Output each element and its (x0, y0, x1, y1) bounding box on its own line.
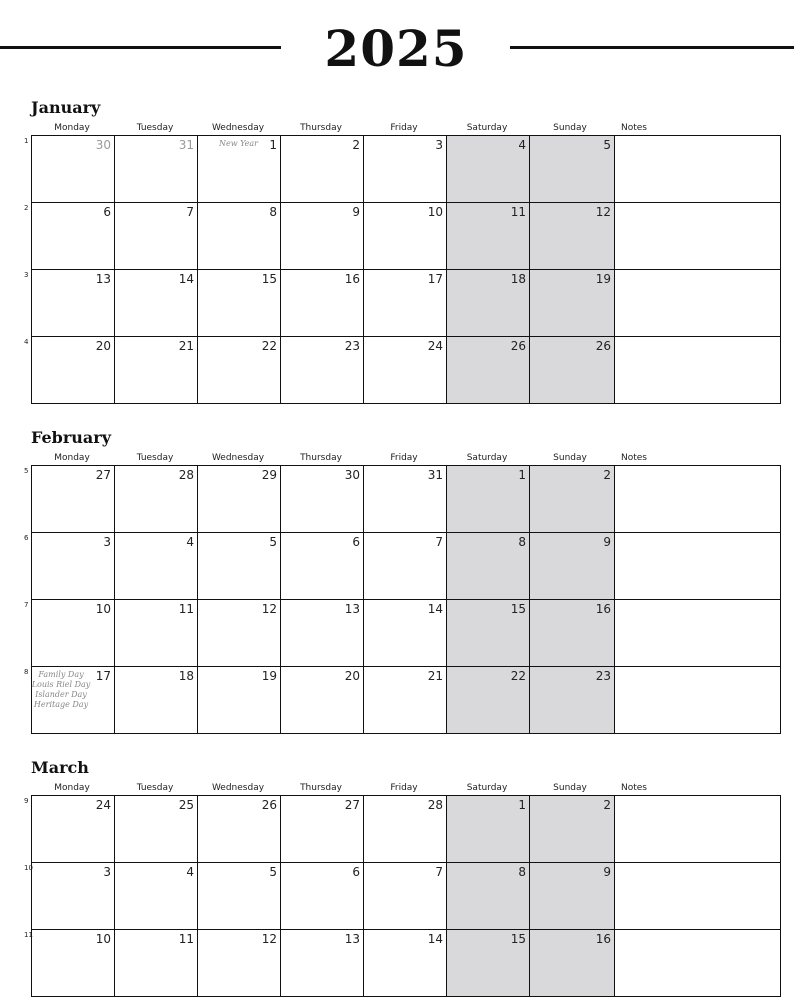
day-cell[interactable] (115, 466, 198, 533)
weekday-header: Friday (390, 783, 418, 793)
day-number: 12 (261, 602, 277, 616)
weekday-header: Wednesday (211, 453, 265, 463)
day-cell[interactable] (530, 337, 615, 404)
day-number: 16 (595, 932, 611, 946)
day-cell[interactable] (530, 466, 615, 533)
day-cell[interactable] (364, 533, 447, 600)
day-number: 3 (103, 865, 111, 879)
notes-cell[interactable] (615, 203, 781, 270)
day-number: 4 (186, 865, 194, 879)
weekday-header: Monday (54, 123, 90, 133)
day-cell[interactable] (447, 667, 530, 734)
weekday-header: Friday (390, 123, 418, 133)
day-number: 6 (352, 865, 360, 879)
weekday-header: Wednesday (211, 123, 265, 133)
year-rule-right (510, 46, 794, 49)
day-number: 7 (435, 535, 443, 549)
day-number: 13 (95, 272, 111, 286)
day-cell[interactable] (530, 796, 615, 863)
day-number: 16 (595, 602, 611, 616)
day-cell[interactable] (115, 600, 198, 667)
notes-cell[interactable] (615, 466, 781, 533)
notes-cell[interactable] (615, 270, 781, 337)
weekday-header: Notes (621, 783, 647, 793)
notes-cell[interactable] (615, 796, 781, 863)
day-number: 30 (344, 468, 360, 482)
day-number: 31 (427, 468, 443, 482)
day-cell[interactable] (115, 203, 198, 270)
day-cell[interactable] (115, 930, 198, 997)
notes-cell[interactable] (615, 600, 781, 667)
day-number: 4 (518, 138, 526, 152)
day-cell[interactable] (530, 863, 615, 930)
holiday-label: Family Day Louis Riel Day Islander Day Heritage Day (31, 670, 91, 709)
day-number: 19 (595, 272, 611, 286)
day-number: 28 (178, 468, 194, 482)
day-number: 25 (178, 798, 194, 812)
day-number: 2 (352, 138, 360, 152)
weekday-header: Tuesday (136, 123, 174, 133)
day-number: 4 (186, 535, 194, 549)
month-grid (24, 795, 781, 997)
day-number: 23 (344, 339, 360, 353)
day-cell[interactable] (24, 863, 115, 930)
day-cell[interactable] (198, 667, 281, 734)
day-cell[interactable] (281, 600, 364, 667)
day-cell[interactable] (447, 600, 530, 667)
day-number: 23 (595, 669, 611, 683)
weekday-header: Friday (390, 453, 418, 463)
day-number: 1 (269, 138, 277, 152)
day-cell[interactable] (447, 466, 530, 533)
day-number: 10 (427, 205, 443, 219)
day-number: 6 (352, 535, 360, 549)
month-title: February (31, 428, 112, 447)
day-cell[interactable] (115, 533, 198, 600)
week-number: 1 (24, 137, 29, 145)
day-number: 19 (261, 669, 277, 683)
day-number: 6 (103, 205, 111, 219)
day-cell[interactable] (447, 203, 530, 270)
week-number: 6 (24, 534, 29, 542)
notes-cell[interactable] (615, 337, 781, 404)
day-number: 21 (178, 339, 194, 353)
notes-cell[interactable] (615, 533, 781, 600)
day-number: 24 (95, 798, 111, 812)
week-row (32, 136, 781, 203)
weekday-header: Thursday (300, 453, 342, 463)
day-number: 9 (603, 865, 611, 879)
week-number: 3 (24, 271, 29, 279)
day-cell[interactable] (24, 796, 115, 863)
day-cell[interactable] (115, 667, 198, 734)
day-cell[interactable] (281, 863, 364, 930)
day-cell[interactable] (530, 270, 615, 337)
day-cell[interactable] (447, 930, 530, 997)
day-cell[interactable] (530, 930, 615, 997)
day-number: 15 (510, 932, 526, 946)
day-number: 27 (344, 798, 360, 812)
day-cell[interactable] (198, 863, 281, 930)
day-cell[interactable] (530, 203, 615, 270)
week-number: 2 (24, 204, 29, 212)
day-number: 10 (95, 932, 111, 946)
weekday-header: Notes (621, 453, 647, 463)
day-number: 11 (510, 205, 526, 219)
day-cell[interactable] (530, 600, 615, 667)
day-number: 22 (510, 669, 526, 683)
weekday-header: Tuesday (136, 453, 174, 463)
day-cell[interactable] (24, 533, 115, 600)
day-number: 8 (269, 205, 277, 219)
day-cell[interactable] (198, 203, 281, 270)
day-number: 26 (261, 798, 277, 812)
day-number: 11 (178, 932, 194, 946)
notes-cell[interactable] (615, 136, 781, 203)
day-cell[interactable] (530, 136, 615, 203)
day-cell[interactable] (281, 466, 364, 533)
weekday-header: Wednesday (211, 783, 265, 793)
day-number: 5 (269, 865, 277, 879)
day-cell[interactable] (115, 136, 198, 203)
week-row (32, 337, 781, 404)
day-number: 8 (518, 535, 526, 549)
week-row (32, 796, 781, 863)
week-row (32, 930, 781, 997)
day-cell[interactable] (447, 796, 530, 863)
day-cell[interactable] (24, 466, 115, 533)
weekday-header: Saturday (466, 453, 508, 463)
weekday-header: Monday (54, 783, 90, 793)
day-cell[interactable] (115, 796, 198, 863)
notes-cell[interactable] (615, 667, 781, 734)
day-cell[interactable] (24, 930, 115, 997)
weekday-header: Tuesday (136, 783, 174, 793)
day-cell[interactable] (24, 136, 115, 203)
day-cell[interactable] (530, 667, 615, 734)
day-cell[interactable] (198, 337, 281, 404)
weekday-header: Sunday (553, 123, 587, 133)
week-row (32, 667, 781, 734)
day-number: 22 (261, 339, 277, 353)
week-number: 5 (24, 467, 29, 475)
day-number: 15 (510, 602, 526, 616)
day-cell[interactable] (198, 930, 281, 997)
day-number: 5 (603, 138, 611, 152)
month-title: March (31, 758, 89, 777)
day-number: 7 (186, 205, 194, 219)
day-number: 3 (435, 138, 443, 152)
day-cell[interactable] (447, 863, 530, 930)
day-cell[interactable] (364, 600, 447, 667)
week-number: 10 (24, 864, 33, 872)
day-cell[interactable] (281, 337, 364, 404)
day-cell[interactable] (198, 796, 281, 863)
weekday-header: Monday (54, 453, 90, 463)
week-row (32, 203, 781, 270)
day-cell[interactable] (364, 796, 447, 863)
day-number: 8 (518, 865, 526, 879)
day-cell[interactable] (364, 337, 447, 404)
notes-cell[interactable] (615, 863, 781, 930)
month-grid (24, 465, 781, 734)
day-cell[interactable] (364, 136, 447, 203)
month-grid (24, 135, 781, 404)
week-number: 7 (24, 601, 29, 609)
week-number: 8 (24, 668, 29, 676)
weekday-header: Sunday (553, 783, 587, 793)
day-number: 11 (178, 602, 194, 616)
day-cell[interactable] (447, 337, 530, 404)
day-number: 17 (427, 272, 443, 286)
day-cell[interactable] (447, 270, 530, 337)
day-cell[interactable] (281, 136, 364, 203)
day-number: 9 (603, 535, 611, 549)
day-cell[interactable] (447, 136, 530, 203)
weekday-header: Sunday (553, 453, 587, 463)
day-number: 12 (595, 205, 611, 219)
day-cell[interactable] (198, 600, 281, 667)
day-number: 2 (603, 468, 611, 482)
day-cell[interactable] (115, 337, 198, 404)
day-cell[interactable] (281, 533, 364, 600)
day-cell[interactable] (281, 930, 364, 997)
week-row (32, 270, 781, 337)
week-row (32, 600, 781, 667)
day-number: 18 (510, 272, 526, 286)
day-number: 13 (344, 932, 360, 946)
day-number: 13 (344, 602, 360, 616)
day-cell[interactable] (24, 667, 115, 734)
day-number: 7 (435, 865, 443, 879)
day-number: 24 (427, 339, 443, 353)
weekday-header: Saturday (466, 783, 508, 793)
day-number: 26 (510, 339, 526, 353)
day-cell[interactable] (198, 533, 281, 600)
day-number: 14 (427, 932, 443, 946)
day-number: 28 (427, 798, 443, 812)
day-cell[interactable] (447, 533, 530, 600)
day-number: 15 (261, 272, 277, 286)
week-row (32, 533, 781, 600)
day-cell[interactable] (281, 796, 364, 863)
year-rule-left (0, 46, 281, 49)
day-cell[interactable] (198, 270, 281, 337)
day-number: 18 (178, 669, 194, 683)
day-number: 1 (518, 468, 526, 482)
weekday-header: Thursday (300, 783, 342, 793)
day-number: 2 (603, 798, 611, 812)
day-cell[interactable] (281, 203, 364, 270)
week-row (32, 466, 781, 533)
day-cell[interactable] (364, 667, 447, 734)
day-number: 14 (427, 602, 443, 616)
month-title: January (31, 98, 101, 117)
day-number: 12 (261, 932, 277, 946)
day-number: 16 (344, 272, 360, 286)
day-cell[interactable] (24, 337, 115, 404)
holiday-label: New Year (218, 139, 258, 148)
week-row (32, 863, 781, 930)
day-cell[interactable] (198, 466, 281, 533)
day-number: 17 (95, 669, 111, 683)
weekday-header: Saturday (466, 123, 508, 133)
day-cell[interactable] (281, 667, 364, 734)
day-cell[interactable] (281, 270, 364, 337)
day-cell[interactable] (24, 270, 115, 337)
day-cell[interactable] (24, 203, 115, 270)
weekday-header: Thursday (300, 123, 342, 133)
weekday-header: Notes (621, 123, 647, 133)
week-number: 4 (24, 338, 29, 346)
day-cell[interactable] (115, 863, 198, 930)
day-cell[interactable] (530, 533, 615, 600)
day-number: 3 (103, 535, 111, 549)
day-number: 21 (427, 669, 443, 683)
day-number: 10 (95, 602, 111, 616)
day-cell[interactable] (24, 600, 115, 667)
day-number: 27 (95, 468, 111, 482)
day-number: 20 (95, 339, 111, 353)
day-number: 9 (352, 205, 360, 219)
week-number: 9 (24, 797, 29, 805)
day-cell[interactable] (364, 466, 447, 533)
day-number: 26 (595, 339, 611, 353)
day-cell[interactable] (364, 930, 447, 997)
notes-cell[interactable] (615, 930, 781, 997)
day-cell[interactable] (364, 863, 447, 930)
day-number: 14 (178, 272, 194, 286)
day-cell[interactable] (364, 203, 447, 270)
day-number: 29 (261, 468, 277, 482)
day-number: 1 (518, 798, 526, 812)
day-number: 5 (269, 535, 277, 549)
day-cell[interactable] (115, 270, 198, 337)
year-title: 2025 (324, 19, 468, 78)
day-number: 30 (95, 138, 111, 152)
week-number: 11 (24, 931, 33, 939)
day-cell[interactable] (198, 136, 281, 203)
day-number: 20 (344, 669, 360, 683)
day-number: 31 (178, 138, 194, 152)
day-cell[interactable] (364, 270, 447, 337)
